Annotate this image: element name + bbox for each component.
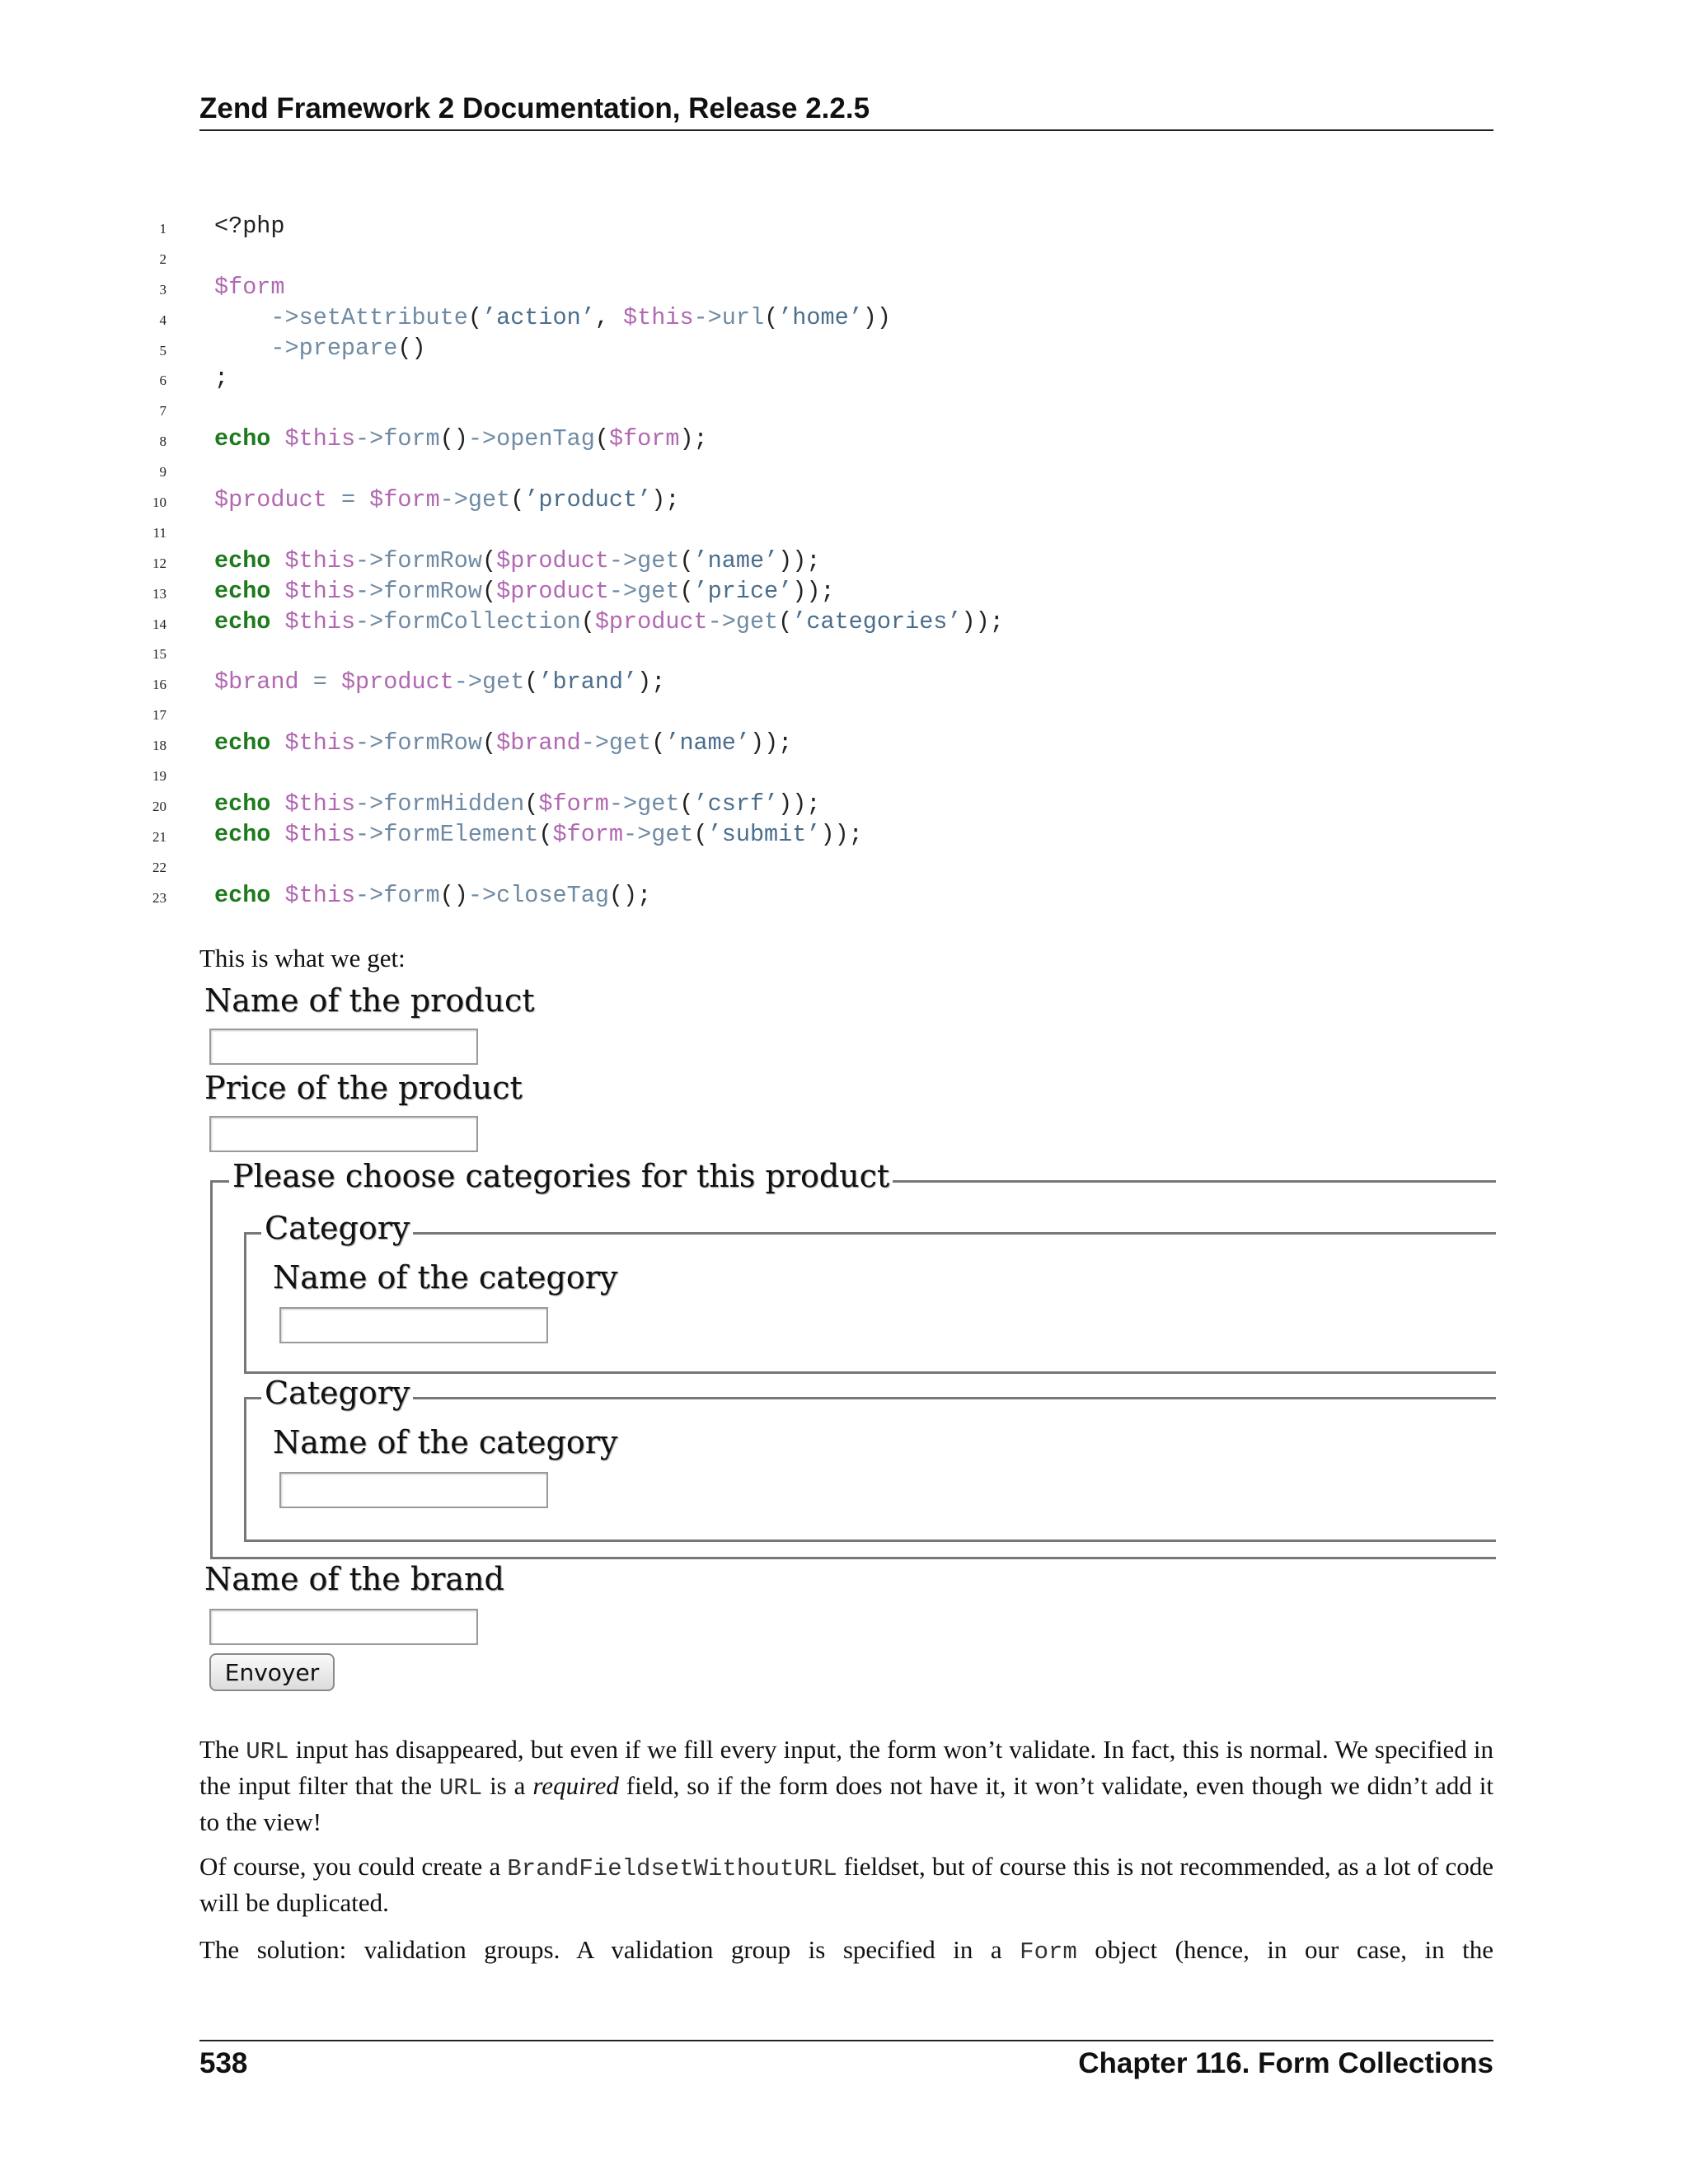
code-token: ’submit’: [707, 820, 821, 848]
code-token: =: [340, 486, 356, 514]
category-legend-2: Category: [261, 1375, 413, 1411]
code-token: ->openTag: [467, 425, 595, 453]
code-token: $product: [214, 486, 327, 514]
code-token: ->closeTag: [467, 881, 609, 909]
code-token: $form: [538, 790, 609, 818]
line-number: 1: [159, 221, 166, 237]
code-token: (: [524, 790, 539, 818]
code-line: [0, 728, 1688, 758]
code-token: ->formCollection: [355, 607, 581, 635]
code-token: ));: [778, 790, 821, 818]
code-token: $form: [369, 486, 440, 514]
code-token: $form: [552, 820, 624, 848]
code-token: ));: [749, 729, 793, 757]
code-token: echo: [214, 577, 271, 605]
p1-code-url-1: URL: [246, 1738, 289, 1765]
code-token: (): [439, 881, 468, 909]
code-text: [214, 729, 792, 757]
code-token: $brand: [214, 668, 299, 696]
p2-text-a: Of course, you could create a: [199, 1852, 508, 1881]
code-token: (: [764, 303, 779, 331]
footer-rule: [199, 2040, 1493, 2041]
code-token: ’product’: [524, 486, 652, 514]
code-token: <?php: [214, 213, 285, 240]
code-token: (: [538, 820, 553, 848]
code-token: ->get: [707, 607, 779, 635]
code-token: $this: [284, 790, 356, 818]
code-token: $this: [284, 881, 356, 909]
code-token: ->get: [580, 729, 652, 757]
code-token: ();: [608, 881, 652, 909]
category-fieldset-2: [244, 1375, 1496, 1542]
code-token: [270, 547, 284, 574]
code-token: (): [397, 334, 426, 362]
code-token: echo: [214, 820, 271, 848]
code-line: [0, 485, 1688, 515]
line-number: 16: [152, 677, 166, 693]
line-number: 2: [159, 251, 166, 267]
code-token: ’name’: [665, 729, 750, 757]
code-token: [355, 486, 369, 513]
code-token: ));: [961, 607, 1004, 635]
code-token: ->formRow: [355, 546, 482, 574]
category-name-label-1: Name of the category: [273, 1259, 618, 1296]
code-token: $this: [284, 546, 356, 574]
code-token: ’brand’: [538, 668, 638, 696]
code-token: ));: [820, 820, 863, 848]
code-token: ->form: [355, 881, 440, 909]
code-token: $product: [340, 668, 454, 696]
code-text: [214, 335, 426, 362]
code-line: [0, 789, 1688, 819]
code-token: [270, 729, 284, 757]
code-token: echo: [214, 881, 271, 909]
line-number: 23: [152, 889, 166, 906]
code-token: (: [481, 577, 497, 605]
code-token: (: [510, 486, 525, 514]
code-line: [0, 819, 1688, 850]
code-text: [214, 364, 228, 391]
code-token: $this: [284, 425, 356, 453]
category-name-label-2: Name of the category: [273, 1424, 618, 1460]
categories-fieldset: [210, 1158, 1496, 1559]
code-token: echo: [214, 546, 271, 574]
code-token: ));: [778, 546, 821, 574]
code-token: ->get: [608, 577, 680, 605]
code-line: [0, 454, 1688, 485]
line-number: 19: [152, 768, 166, 785]
p1-text-a: The: [199, 1735, 246, 1764]
code-text: [214, 547, 820, 574]
code-token: $product: [594, 607, 708, 635]
code-token: (: [524, 668, 539, 696]
code-token: ->get: [623, 820, 694, 848]
line-number: 8: [159, 434, 166, 450]
code-token: ));: [792, 577, 835, 605]
p1-code-url-2: URL: [438, 1774, 483, 1802]
code-token: [270, 821, 284, 848]
code-token: echo: [214, 790, 271, 818]
product-price-input[interactable]: [209, 1116, 478, 1152]
code-token: $brand: [496, 729, 581, 757]
code-text: [214, 821, 863, 848]
category-name-input-2[interactable]: [279, 1472, 548, 1508]
code-token: ->formRow: [355, 577, 482, 605]
code-listing: [0, 211, 1688, 910]
code-token: ->get: [608, 790, 680, 818]
line-number: 18: [152, 738, 166, 754]
code-line: [0, 515, 1688, 546]
code-text: [214, 486, 679, 513]
line-number: 7: [159, 403, 166, 419]
code-token: echo: [214, 607, 271, 635]
code-token: ->formRow: [355, 729, 482, 757]
code-token: [270, 425, 284, 452]
code-token: $this: [284, 820, 356, 848]
code-token: ->form: [355, 425, 440, 453]
code-token: $this: [284, 577, 356, 605]
chapter-title: Chapter 116. Form Collections: [1078, 2047, 1493, 2079]
code-token: (: [651, 729, 666, 757]
code-line: [0, 393, 1688, 424]
code-line: [0, 302, 1688, 333]
code-token: )): [862, 303, 892, 331]
line-number: 15: [152, 646, 166, 663]
code-token: [214, 335, 270, 362]
code-token: =: [312, 668, 327, 696]
code-token: (): [439, 425, 468, 453]
header-rule: [199, 129, 1493, 131]
code-text: [214, 304, 891, 331]
line-number: 17: [152, 707, 166, 724]
line-number: 13: [152, 585, 166, 602]
code-token: (: [679, 546, 694, 574]
code-token: ->get: [608, 546, 680, 574]
paragraph-2: [199, 1849, 1493, 1919]
code-text: [214, 274, 285, 301]
code-token: $product: [496, 546, 609, 574]
code-token: ’home’: [778, 303, 863, 331]
code-token: ’action’: [481, 303, 595, 331]
submit-button[interactable]: Envoyer: [209, 1653, 335, 1691]
code-token: echo: [214, 729, 271, 757]
code-token: echo: [214, 425, 271, 453]
p1-emphasis-required: required: [532, 1771, 619, 1800]
code-line: [0, 850, 1688, 880]
code-token: $form: [608, 425, 680, 453]
categories-legend: Please choose categories for this product: [229, 1158, 893, 1194]
p2-code-fieldset: BrandFieldsetWithoutURL: [507, 1855, 837, 1882]
code-text: [214, 882, 651, 909]
code-token: [327, 668, 341, 696]
code-text: [214, 668, 665, 696]
intro-text: This is what we get:: [199, 944, 406, 972]
line-number: 11: [152, 524, 166, 541]
brand-name-input[interactable]: [209, 1609, 478, 1645]
code-line: [0, 272, 1688, 302]
code-token: (: [481, 729, 497, 757]
code-token: );: [637, 668, 666, 696]
code-token: [270, 608, 284, 635]
code-token: (: [679, 577, 694, 605]
running-header-title: Zend Framework 2 Documentation, Release 2.2.5: [199, 92, 870, 124]
code-text: [214, 608, 1004, 635]
code-line: [0, 667, 1688, 697]
line-number: 6: [159, 373, 166, 389]
code-line: [0, 333, 1688, 363]
code-token: );: [679, 425, 708, 453]
category-fieldset-1: [244, 1210, 1496, 1374]
code-token: [327, 486, 341, 513]
code-token: ’categories’: [792, 607, 962, 635]
code-line: [0, 607, 1688, 637]
code-token: $product: [496, 577, 609, 605]
p1-text-b: input has disappeared, but even if we fill every input, the form won’t validate. In fact, this is normal. We specified in the input filter that the: [199, 1735, 1493, 1800]
p3-text-b: object (hence, in our case, in the: [1076, 1935, 1493, 1964]
code-token: (: [481, 546, 497, 574]
line-number: 10: [152, 494, 166, 511]
paragraph-1: [199, 1732, 1493, 1839]
code-line: [0, 636, 1688, 667]
code-token: ->url: [693, 303, 765, 331]
code-text: [214, 425, 708, 452]
p2-text-b: fieldset, but of course this is not recommended, as a lot of code will be duplicated.: [199, 1852, 1493, 1917]
code-token: ,: [594, 303, 624, 331]
line-number: 5: [159, 342, 166, 359]
code-text: [214, 578, 835, 605]
code-line: [0, 546, 1688, 576]
code-token: (: [679, 790, 694, 818]
code-text: [214, 790, 820, 818]
product-price-label: Price of the product: [204, 1070, 523, 1106]
code-line: [0, 424, 1688, 454]
rendered-form-screenshot: [198, 979, 1496, 1704]
code-line: [0, 241, 1688, 272]
code-token: $this: [284, 729, 356, 757]
line-number: 4: [159, 312, 166, 328]
code-token: (: [778, 607, 793, 635]
line-number: 9: [159, 464, 166, 480]
code-line: [0, 211, 1688, 241]
code-token: [270, 882, 284, 909]
code-token: [214, 304, 270, 331]
product-name-input[interactable]: [209, 1029, 478, 1065]
p1-text-c: is a: [482, 1771, 533, 1800]
code-token: [270, 790, 284, 818]
code-token: (: [693, 820, 708, 848]
code-line: [0, 880, 1688, 911]
code-token: ’name’: [693, 546, 779, 574]
product-name-label: Name of the product: [204, 982, 535, 1019]
code-token: ->get: [439, 486, 511, 514]
code-line: [0, 363, 1688, 393]
p1-text-d: field, so if the form does not have it, it won’t validate, even though we didn’t add it to the view!: [199, 1771, 1494, 1836]
category-name-input-1[interactable]: [279, 1307, 548, 1343]
page-number: 538: [199, 2047, 248, 2079]
category-legend-1: Category: [261, 1210, 413, 1246]
code-token: [299, 668, 313, 696]
brand-name-label: Name of the brand: [204, 1561, 504, 1597]
code-line: [0, 697, 1688, 728]
code-token: (: [580, 607, 595, 635]
line-number: 21: [152, 828, 166, 845]
line-number: 22: [152, 859, 166, 875]
line-number: 20: [152, 798, 166, 814]
code-token: ->formElement: [355, 820, 539, 848]
code-text: [214, 213, 285, 240]
code-token: (: [467, 303, 482, 331]
code-line: [0, 758, 1688, 789]
code-token: );: [651, 486, 680, 514]
code-token: $this: [623, 303, 694, 331]
line-number: 3: [159, 281, 166, 298]
code-token: ’csrf’: [693, 790, 779, 818]
p3-code-form: Form: [1020, 1938, 1077, 1966]
p3-text-a: The solution: validation groups. A validation group is specified in a: [199, 1935, 1020, 1964]
code-token: ->setAttribute: [270, 303, 468, 331]
code-token: [270, 578, 284, 605]
code-token: ->formHidden: [355, 790, 525, 818]
line-number: 12: [152, 555, 166, 571]
code-token: ’price’: [693, 577, 793, 605]
paragraph-3: [199, 1933, 1493, 1969]
line-number: 14: [152, 616, 166, 632]
code-token: ->get: [453, 668, 525, 696]
code-token: (: [594, 425, 609, 453]
code-token: ->prepare: [270, 334, 398, 362]
code-line: [0, 576, 1688, 607]
code-token: ;: [214, 364, 229, 392]
code-token: $this: [284, 607, 356, 635]
code-token: $form: [214, 273, 285, 301]
